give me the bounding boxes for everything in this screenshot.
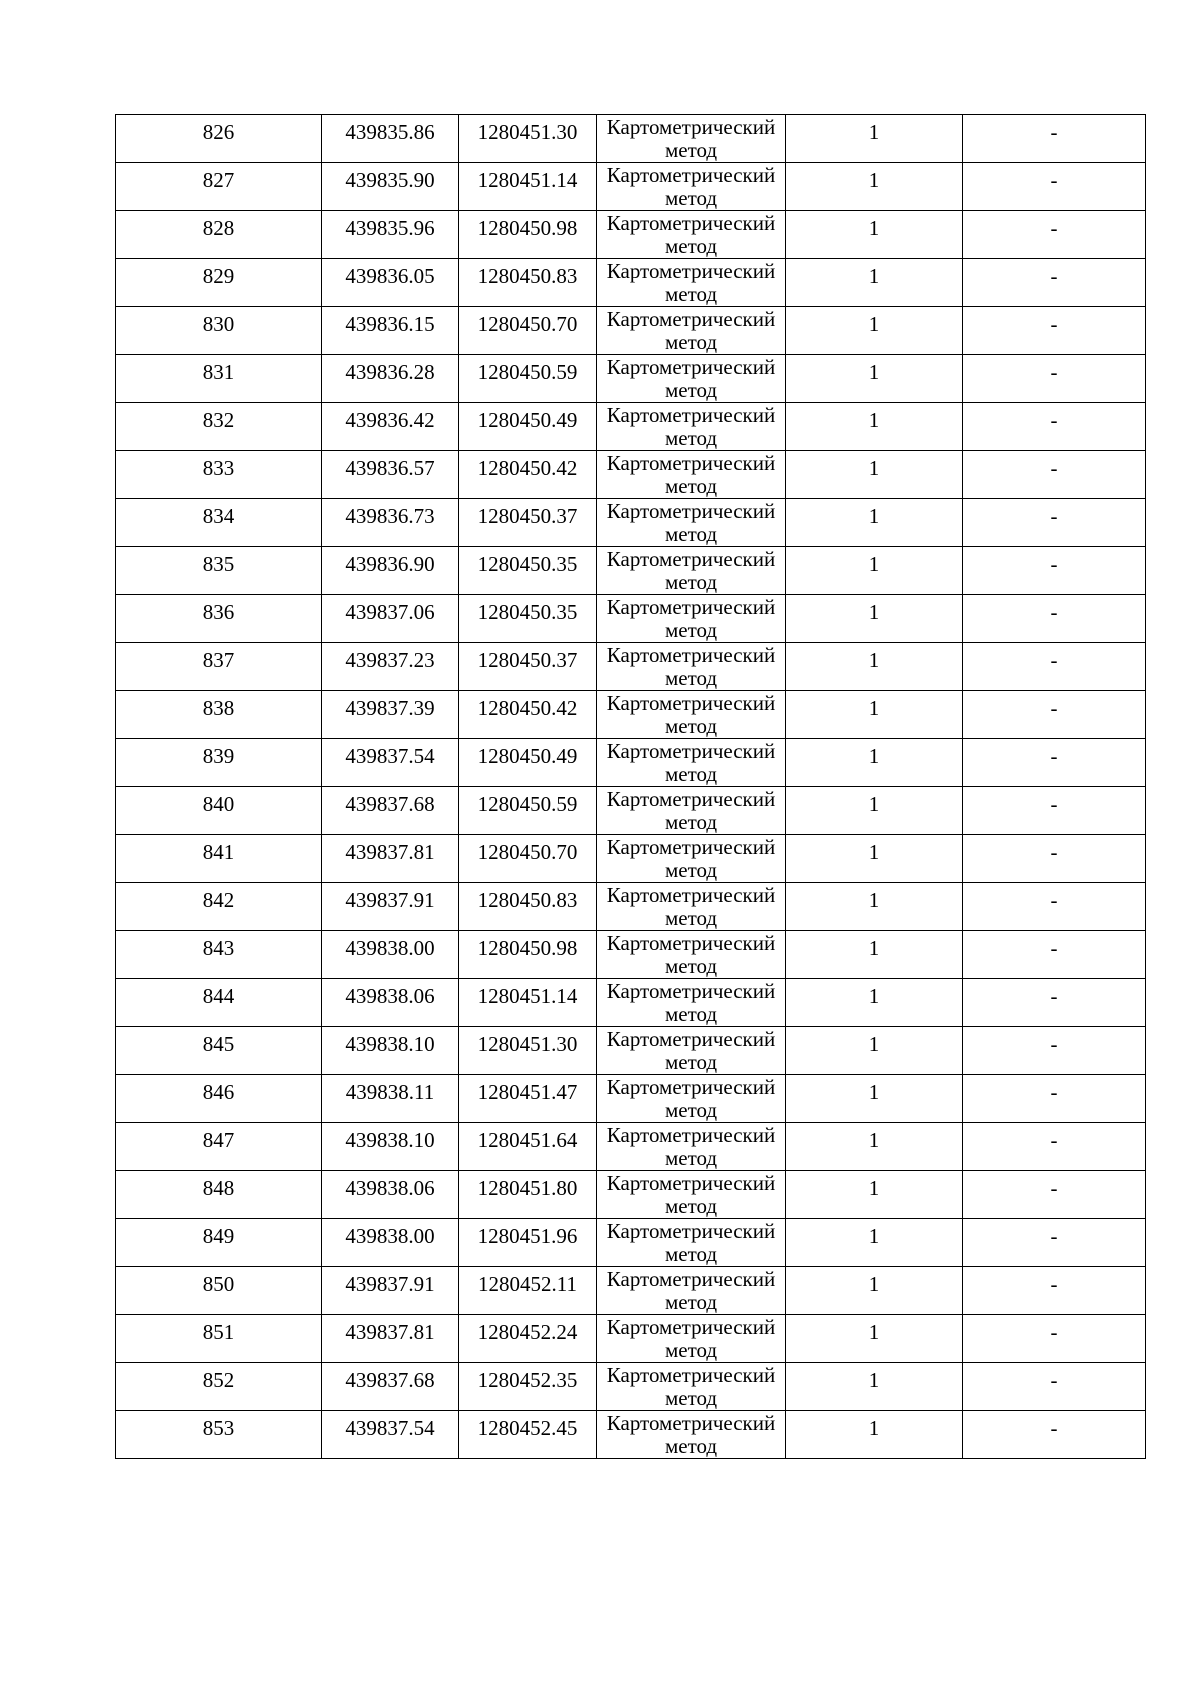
- note-cell: -: [963, 211, 1146, 259]
- table-body: [116, 115, 1146, 1459]
- method-line-2: метод: [664, 1002, 718, 1026]
- accuracy-cell: 1: [786, 1267, 963, 1315]
- accuracy-cell: 1: [786, 307, 963, 355]
- y-coordinate-cell: 1280451.64: [459, 1123, 597, 1171]
- method-line-2: метод: [664, 1050, 718, 1074]
- table-row: [116, 499, 1146, 547]
- accuracy-cell: 1: [786, 211, 963, 259]
- note-cell: -: [963, 163, 1146, 211]
- table-row: [116, 1219, 1146, 1267]
- method-cell: [597, 1267, 786, 1315]
- point-number-cell: 828: [116, 211, 322, 259]
- table-row: [116, 451, 1146, 499]
- method-line-2: метод: [664, 954, 718, 978]
- y-coordinate-cell: 1280450.98: [459, 931, 597, 979]
- method-line-2: метод: [664, 378, 718, 402]
- method-cell: [597, 739, 786, 787]
- note-cell: -: [963, 307, 1146, 355]
- method-cell: [597, 403, 786, 451]
- y-coordinate-cell: 1280450.42: [459, 451, 597, 499]
- y-coordinate-cell: 1280451.96: [459, 1219, 597, 1267]
- method-line-1: Картометрический: [606, 1123, 776, 1147]
- method-cell: [597, 1075, 786, 1123]
- x-coordinate-cell: 439837.81: [322, 835, 459, 883]
- note-cell: -: [963, 787, 1146, 835]
- method-line-1: Картометрический: [606, 211, 776, 235]
- method-cell: [597, 355, 786, 403]
- method-cell: [597, 787, 786, 835]
- x-coordinate-cell: 439837.39: [322, 691, 459, 739]
- method-line-2: метод: [664, 858, 718, 882]
- accuracy-cell: 1: [786, 787, 963, 835]
- accuracy-cell: 1: [786, 259, 963, 307]
- point-number-cell: 847: [116, 1123, 322, 1171]
- note-cell: -: [963, 1315, 1146, 1363]
- note-cell: -: [963, 595, 1146, 643]
- method-cell: [597, 883, 786, 931]
- method-line-1: Картометрический: [606, 595, 776, 619]
- method-line-1: Картометрический: [606, 1219, 776, 1243]
- method-line-2: метод: [664, 1194, 718, 1218]
- accuracy-cell: 1: [786, 979, 963, 1027]
- x-coordinate-cell: 439838.00: [322, 1219, 459, 1267]
- method-line-1: Картометрический: [606, 115, 776, 139]
- method-line-1: Картометрический: [606, 1027, 776, 1051]
- y-coordinate-cell: 1280451.30: [459, 115, 597, 163]
- table-row: [116, 163, 1146, 211]
- method-line-1: Картометрический: [606, 547, 776, 571]
- method-cell: [597, 499, 786, 547]
- method-cell: [597, 1171, 786, 1219]
- method-line-1: Картометрический: [606, 499, 776, 523]
- method-cell: [597, 307, 786, 355]
- point-number-cell: 831: [116, 355, 322, 403]
- x-coordinate-cell: 439835.96: [322, 211, 459, 259]
- method-line-2: метод: [664, 906, 718, 930]
- method-line-1: Картометрический: [606, 835, 776, 859]
- method-line-2: метод: [664, 1434, 718, 1458]
- table-row: [116, 355, 1146, 403]
- y-coordinate-cell: 1280452.11: [459, 1267, 597, 1315]
- accuracy-cell: 1: [786, 1315, 963, 1363]
- method-cell: [597, 163, 786, 211]
- x-coordinate-cell: 439837.91: [322, 1267, 459, 1315]
- point-number-cell: 829: [116, 259, 322, 307]
- note-cell: -: [963, 883, 1146, 931]
- accuracy-cell: 1: [786, 403, 963, 451]
- y-coordinate-cell: 1280450.59: [459, 787, 597, 835]
- method-cell: [597, 931, 786, 979]
- method-cell: [597, 259, 786, 307]
- method-line-2: метод: [664, 1290, 718, 1314]
- note-cell: -: [963, 691, 1146, 739]
- table-row: [116, 931, 1146, 979]
- note-cell: -: [963, 403, 1146, 451]
- note-cell: -: [963, 499, 1146, 547]
- table-row: [116, 1123, 1146, 1171]
- x-coordinate-cell: 439838.11: [322, 1075, 459, 1123]
- table-row: [116, 1171, 1146, 1219]
- table-row: [116, 691, 1146, 739]
- y-coordinate-cell: 1280451.47: [459, 1075, 597, 1123]
- accuracy-cell: 1: [786, 1219, 963, 1267]
- table-row: [116, 835, 1146, 883]
- y-coordinate-cell: 1280452.45: [459, 1411, 597, 1459]
- point-number-cell: 830: [116, 307, 322, 355]
- accuracy-cell: 1: [786, 595, 963, 643]
- table-row: [116, 1411, 1146, 1459]
- method-cell: [597, 1315, 786, 1363]
- coordinates-table: [115, 114, 1146, 1459]
- method-line-2: метод: [664, 1242, 718, 1266]
- table-row: [116, 1315, 1146, 1363]
- x-coordinate-cell: 439838.10: [322, 1027, 459, 1075]
- table-row: [116, 307, 1146, 355]
- x-coordinate-cell: 439837.23: [322, 643, 459, 691]
- note-cell: -: [963, 1123, 1146, 1171]
- y-coordinate-cell: 1280450.35: [459, 547, 597, 595]
- y-coordinate-cell: 1280450.70: [459, 307, 597, 355]
- accuracy-cell: 1: [786, 883, 963, 931]
- point-number-cell: 841: [116, 835, 322, 883]
- point-number-cell: 838: [116, 691, 322, 739]
- note-cell: -: [963, 355, 1146, 403]
- note-cell: -: [963, 1027, 1146, 1075]
- accuracy-cell: 1: [786, 499, 963, 547]
- y-coordinate-cell: 1280450.42: [459, 691, 597, 739]
- y-coordinate-cell: 1280450.83: [459, 259, 597, 307]
- y-coordinate-cell: 1280450.49: [459, 403, 597, 451]
- x-coordinate-cell: 439837.06: [322, 595, 459, 643]
- table-row: [116, 787, 1146, 835]
- point-number-cell: 843: [116, 931, 322, 979]
- note-cell: -: [963, 1075, 1146, 1123]
- method-line-2: метод: [664, 234, 718, 258]
- note-cell: -: [963, 259, 1146, 307]
- x-coordinate-cell: 439836.57: [322, 451, 459, 499]
- method-line-1: Картометрический: [606, 451, 776, 475]
- x-coordinate-cell: 439836.90: [322, 547, 459, 595]
- method-cell: [597, 1411, 786, 1459]
- method-line-2: метод: [664, 1338, 718, 1362]
- point-number-cell: 837: [116, 643, 322, 691]
- accuracy-cell: 1: [786, 1363, 963, 1411]
- table-row: [116, 1267, 1146, 1315]
- method-line-2: метод: [664, 618, 718, 642]
- method-line-2: метод: [664, 186, 718, 210]
- method-line-2: метод: [664, 762, 718, 786]
- method-line-1: Картометрический: [606, 307, 776, 331]
- y-coordinate-cell: 1280450.37: [459, 499, 597, 547]
- accuracy-cell: 1: [786, 691, 963, 739]
- point-number-cell: 848: [116, 1171, 322, 1219]
- method-line-2: метод: [664, 810, 718, 834]
- accuracy-cell: 1: [786, 1411, 963, 1459]
- table-row: [116, 115, 1146, 163]
- y-coordinate-cell: 1280450.98: [459, 211, 597, 259]
- method-cell: [597, 547, 786, 595]
- note-cell: -: [963, 115, 1146, 163]
- method-line-2: метод: [664, 330, 718, 354]
- accuracy-cell: 1: [786, 1123, 963, 1171]
- table-row: [116, 403, 1146, 451]
- x-coordinate-cell: 439838.10: [322, 1123, 459, 1171]
- method-cell: [597, 835, 786, 883]
- method-line-1: Картометрический: [606, 979, 776, 1003]
- point-number-cell: 845: [116, 1027, 322, 1075]
- point-number-cell: 853: [116, 1411, 322, 1459]
- table-row: [116, 547, 1146, 595]
- note-cell: -: [963, 931, 1146, 979]
- y-coordinate-cell: 1280450.49: [459, 739, 597, 787]
- point-number-cell: 839: [116, 739, 322, 787]
- x-coordinate-cell: 439836.15: [322, 307, 459, 355]
- method-line-1: Картометрический: [606, 739, 776, 763]
- method-cell: [597, 1363, 786, 1411]
- method-line-2: метод: [664, 570, 718, 594]
- x-coordinate-cell: 439835.90: [322, 163, 459, 211]
- method-cell: [597, 115, 786, 163]
- method-cell: [597, 211, 786, 259]
- method-line-1: Картометрический: [606, 787, 776, 811]
- accuracy-cell: 1: [786, 835, 963, 883]
- method-cell: [597, 979, 786, 1027]
- y-coordinate-cell: 1280451.14: [459, 979, 597, 1027]
- method-line-2: метод: [664, 426, 718, 450]
- point-number-cell: 834: [116, 499, 322, 547]
- table-row: [116, 1363, 1146, 1411]
- method-line-2: метод: [664, 666, 718, 690]
- point-number-cell: 836: [116, 595, 322, 643]
- method-line-1: Картометрический: [606, 1411, 776, 1435]
- x-coordinate-cell: 439838.00: [322, 931, 459, 979]
- method-cell: [597, 643, 786, 691]
- table-row: [116, 595, 1146, 643]
- table-row: [116, 1027, 1146, 1075]
- x-coordinate-cell: 439837.68: [322, 1363, 459, 1411]
- point-number-cell: 851: [116, 1315, 322, 1363]
- accuracy-cell: 1: [786, 355, 963, 403]
- accuracy-cell: 1: [786, 643, 963, 691]
- table-row: [116, 211, 1146, 259]
- note-cell: -: [963, 979, 1146, 1027]
- accuracy-cell: 1: [786, 1075, 963, 1123]
- accuracy-cell: 1: [786, 931, 963, 979]
- point-number-cell: 832: [116, 403, 322, 451]
- note-cell: -: [963, 547, 1146, 595]
- accuracy-cell: 1: [786, 451, 963, 499]
- method-line-2: метод: [664, 282, 718, 306]
- method-line-2: метод: [664, 1386, 718, 1410]
- method-line-1: Картометрический: [606, 1267, 776, 1291]
- method-line-1: Картометрический: [606, 1171, 776, 1195]
- method-line-1: Картометрический: [606, 1363, 776, 1387]
- x-coordinate-cell: 439837.54: [322, 739, 459, 787]
- table-row: [116, 643, 1146, 691]
- method-line-2: метод: [664, 138, 718, 162]
- point-number-cell: 827: [116, 163, 322, 211]
- method-line-1: Картометрический: [606, 931, 776, 955]
- method-line-1: Картометрический: [606, 883, 776, 907]
- method-cell: [597, 1027, 786, 1075]
- table-row: [116, 259, 1146, 307]
- x-coordinate-cell: 439836.28: [322, 355, 459, 403]
- table-row: [116, 1075, 1146, 1123]
- method-cell: [597, 691, 786, 739]
- x-coordinate-cell: 439835.86: [322, 115, 459, 163]
- accuracy-cell: 1: [786, 547, 963, 595]
- y-coordinate-cell: 1280451.80: [459, 1171, 597, 1219]
- method-cell: [597, 451, 786, 499]
- note-cell: -: [963, 1267, 1146, 1315]
- method-line-2: метод: [664, 1098, 718, 1122]
- x-coordinate-cell: 439837.68: [322, 787, 459, 835]
- method-line-2: метод: [664, 522, 718, 546]
- table-row: [116, 883, 1146, 931]
- x-coordinate-cell: 439836.05: [322, 259, 459, 307]
- method-line-2: метод: [664, 1146, 718, 1170]
- y-coordinate-cell: 1280451.14: [459, 163, 597, 211]
- method-line-1: Картометрический: [606, 1075, 776, 1099]
- note-cell: -: [963, 1171, 1146, 1219]
- accuracy-cell: 1: [786, 1027, 963, 1075]
- y-coordinate-cell: 1280452.24: [459, 1315, 597, 1363]
- method-line-1: Картометрический: [606, 1315, 776, 1339]
- y-coordinate-cell: 1280450.70: [459, 835, 597, 883]
- point-number-cell: 850: [116, 1267, 322, 1315]
- accuracy-cell: 1: [786, 163, 963, 211]
- point-number-cell: 849: [116, 1219, 322, 1267]
- method-line-1: Картометрический: [606, 355, 776, 379]
- method-cell: [597, 1123, 786, 1171]
- x-coordinate-cell: 439836.73: [322, 499, 459, 547]
- y-coordinate-cell: 1280450.83: [459, 883, 597, 931]
- y-coordinate-cell: 1280450.37: [459, 643, 597, 691]
- method-line-1: Картометрический: [606, 259, 776, 283]
- y-coordinate-cell: 1280451.30: [459, 1027, 597, 1075]
- method-line-1: Картометрический: [606, 691, 776, 715]
- method-line-1: Картометрический: [606, 163, 776, 187]
- point-number-cell: 826: [116, 115, 322, 163]
- note-cell: -: [963, 451, 1146, 499]
- accuracy-cell: 1: [786, 739, 963, 787]
- note-cell: -: [963, 1363, 1146, 1411]
- point-number-cell: 840: [116, 787, 322, 835]
- point-number-cell: 844: [116, 979, 322, 1027]
- table-row: [116, 739, 1146, 787]
- y-coordinate-cell: 1280452.35: [459, 1363, 597, 1411]
- method-line-2: метод: [664, 474, 718, 498]
- x-coordinate-cell: 439838.06: [322, 979, 459, 1027]
- note-cell: -: [963, 835, 1146, 883]
- method-line-1: Картометрический: [606, 643, 776, 667]
- method-line-2: метод: [664, 714, 718, 738]
- method-cell: [597, 595, 786, 643]
- accuracy-cell: 1: [786, 115, 963, 163]
- y-coordinate-cell: 1280450.59: [459, 355, 597, 403]
- point-number-cell: 833: [116, 451, 322, 499]
- point-number-cell: 846: [116, 1075, 322, 1123]
- y-coordinate-cell: 1280450.35: [459, 595, 597, 643]
- x-coordinate-cell: 439837.91: [322, 883, 459, 931]
- note-cell: -: [963, 739, 1146, 787]
- x-coordinate-cell: 439837.81: [322, 1315, 459, 1363]
- note-cell: -: [963, 1411, 1146, 1459]
- method-cell: [597, 1219, 786, 1267]
- table-row: [116, 979, 1146, 1027]
- point-number-cell: 852: [116, 1363, 322, 1411]
- note-cell: -: [963, 643, 1146, 691]
- x-coordinate-cell: 439836.42: [322, 403, 459, 451]
- method-line-1: Картометрический: [606, 403, 776, 427]
- point-number-cell: 842: [116, 883, 322, 931]
- accuracy-cell: 1: [786, 1171, 963, 1219]
- note-cell: -: [963, 1219, 1146, 1267]
- x-coordinate-cell: 439837.54: [322, 1411, 459, 1459]
- x-coordinate-cell: 439838.06: [322, 1171, 459, 1219]
- point-number-cell: 835: [116, 547, 322, 595]
